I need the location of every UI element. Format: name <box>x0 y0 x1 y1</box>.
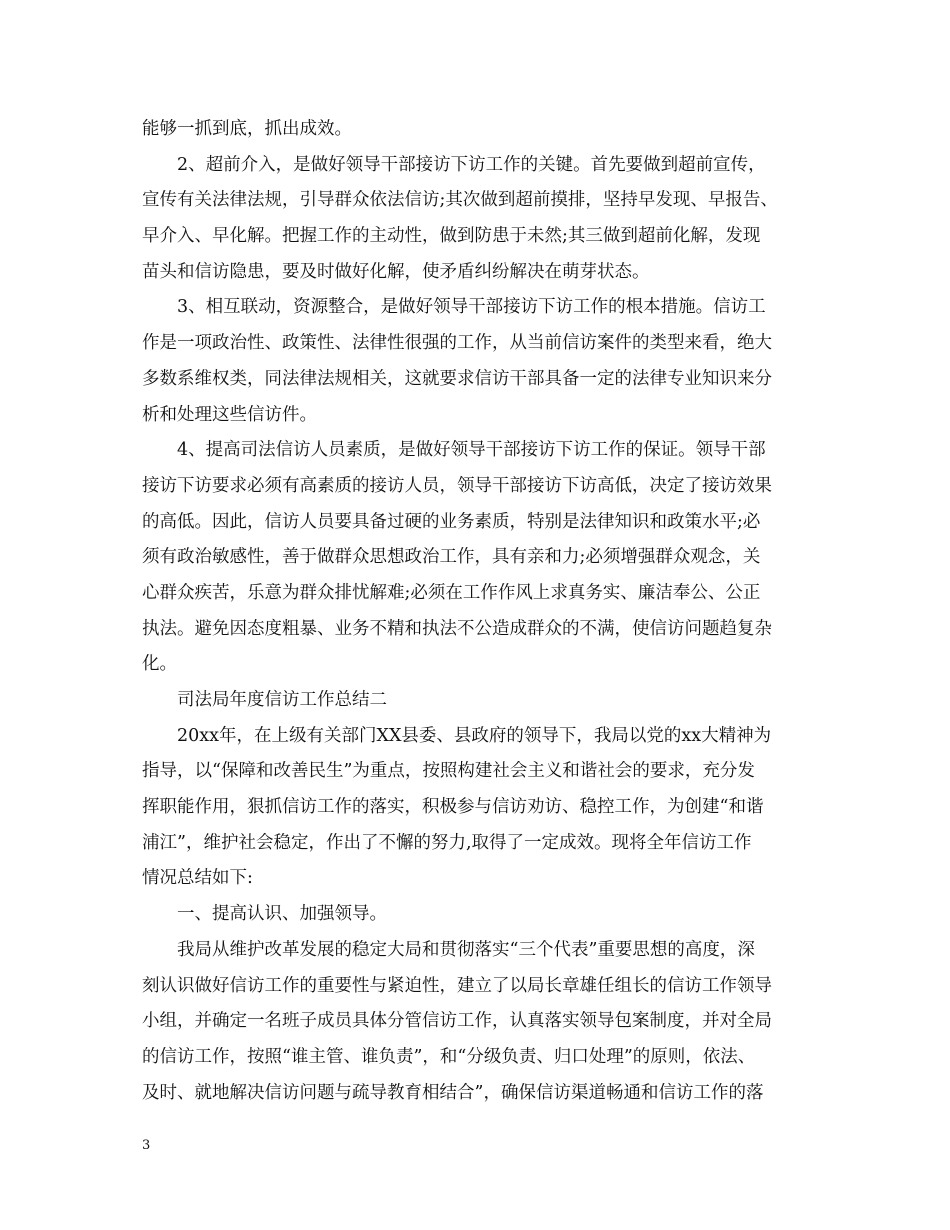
text-line: 情况总结如下: <box>142 868 253 889</box>
text-line: 司法局年度信访工作总结二 <box>177 690 387 710</box>
text-line: 及时、就地解决信访问题与疏导教育相结合”，确保信访渠道畅通和信访工作的落 <box>142 1082 764 1103</box>
text-line: 我局从维护改革发展的稳定大局和贯彻落实“三个代表”重要思想的高度，深 <box>177 939 755 960</box>
text-line: 须有政治敏感性，善于做群众思想政治工作，具有亲和力;必须增强群众观念，关 <box>142 547 761 568</box>
text-line: 早介入、早化解。把握工作的主动性，做到防患于未然;其三做到超前化解，发现 <box>142 226 761 247</box>
text-line: 苗头和信访隐患，要及时做好化解，使矛盾纠纷解决在萌芽状态。 <box>142 261 650 282</box>
text-line: 作是一项政治性、政策性、法律性很强的工作，从当前信访案件的类型来看，绝大 <box>142 333 772 354</box>
text-line: 的信访工作，按照“谁主管、谁负责”，和“分级负责、归口处理”的原则，依法、 <box>142 1046 756 1067</box>
text-line: 宣传有关法律法规，引导群众依法信访;其次做到超前摸排，坚持早发现、早报告、 <box>142 190 778 211</box>
text-line: 指导，以“保障和改善民生”为重点，按照构建社会主义和谐社会的要求，充分发 <box>142 761 755 782</box>
page-number: 3 <box>142 1138 151 1153</box>
text-line: 的高低。因此，信访人员要具备过硬的业务素质，特别是法律知识和政策水平;必 <box>142 511 761 532</box>
text-line: 小组，并确定一名班子成员具体分管信访工作，认真落实领导包案制度，并对全局 <box>142 1011 772 1032</box>
text-line: 化。 <box>142 654 177 675</box>
text-line: 能够一抓到底，抓出成效。 <box>142 119 352 139</box>
text-line: 3、相互联动，资源整合，是做好领导干部接访下访工作的根本措施。信访工 <box>177 297 766 318</box>
text-line: 20xx年，在上级有关部门XX县委、县政府的领导下，我局以党的xx大精神为 <box>177 725 772 746</box>
text-line: 刻认识做好信访工作的重要性与紧迫性，建立了以局长章雄任组长的信访工作领导 <box>142 975 772 996</box>
text-line: 一、提高认识、加强领导。 <box>177 904 387 925</box>
text-line: 心群众疾苦，乐意为群众排忧解难;必须在工作作风上求真务实、廉洁奉公、公正 <box>142 582 761 603</box>
text-line: 多数系维权类，同法律法规相关，这就要求信访干部具备一定的法律专业知识来分 <box>142 368 772 389</box>
text-line: 浦江”，维护社会稳定，作出了不懈的努力,取得了一定成效。现将全年信访工作 <box>142 832 752 853</box>
text-line: 析和处理这些信访件。 <box>142 404 317 425</box>
text-line: 4、提高司法信访人员素质，是做好领导干部接访下访工作的保证。领导干部 <box>177 440 766 461</box>
text-line: 挥职能作用，狠抓信访工作的落实，积极参与信访劝访、稳控工作，为创建“和谐 <box>142 797 764 818</box>
text-line: 执法。避免因态度粗暴、业务不精和执法不公造成群众的不满，使信访问题趋复杂 <box>142 618 772 639</box>
text-line: 接访下访要求必须有高素质的接访人员，领导干部接访下访高低，决定了接访效果 <box>142 475 772 496</box>
text-line: 2、超前介入，是做好领导干部接访下访工作的关键。首先要做到超前宣传， <box>177 154 766 175</box>
document-body <box>142 112 832 1111</box>
